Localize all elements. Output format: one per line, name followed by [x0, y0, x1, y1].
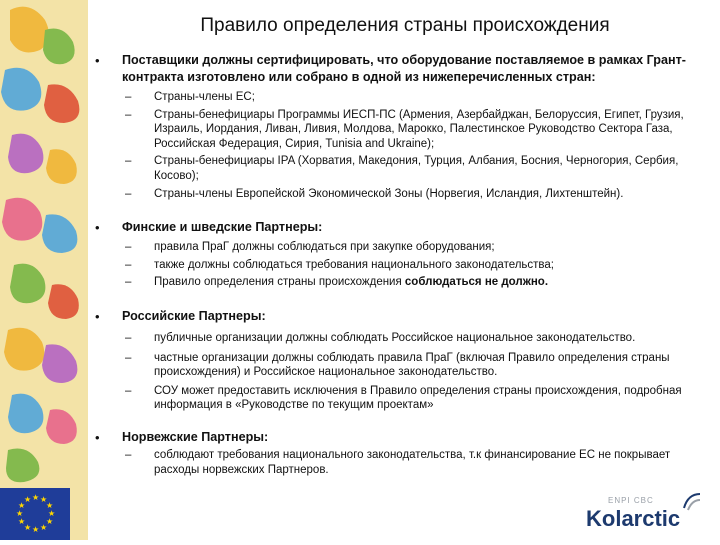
dash-icon: – — [125, 187, 132, 200]
list-item-emphasis: соблюдаться не должно. — [404, 276, 549, 289]
eu-stars-icon — [0, 488, 70, 540]
svg-text:★: ★ — [16, 509, 24, 518]
list-item — [92, 187, 704, 202]
list-item-text: Страны-члены Европейской Экономической Зоны (Норвегия, Исландия, Лихтенштейн). — [154, 187, 624, 200]
section-heading — [92, 308, 704, 325]
bullet-icon: • — [95, 53, 100, 68]
main-content — [92, 52, 704, 477]
list-item-text: соблюдают требования национального законодательства, т.к финансирование ЕС не покрывает расходы норвежских Партнеров. — [154, 448, 671, 476]
sub-list — [92, 90, 704, 201]
sub-list — [92, 331, 704, 413]
svg-text:★: ★ — [18, 517, 26, 526]
svg-text:★: ★ — [32, 493, 40, 502]
list-item — [92, 384, 704, 413]
list-item-text: Страны-члены ЕС; — [154, 91, 255, 103]
eu-flag-icon — [0, 488, 70, 540]
section-heading — [92, 429, 704, 446]
list-item-text: Страны-бенефициары IPA (Хорватия, Македония, Турция, Албания, Босния, Черногория, Сербия, Косово); — [154, 155, 679, 182]
svg-text:★: ★ — [24, 523, 32, 532]
bullet-icon: • — [95, 308, 100, 324]
dash-icon: – — [125, 108, 132, 121]
svg-text:★: ★ — [40, 495, 48, 504]
dash-icon: – — [125, 276, 132, 289]
list-item-text: частные организации должны соблюдать правила ПраГ (включая Правило определения страны происхождения) и Российское национальное законодательство. — [154, 351, 670, 379]
list-item-text: Правило определения страны происхождения — [154, 276, 405, 289]
section-heading-text: Финские и шведские Партнеры: — [122, 220, 323, 235]
list-item — [92, 258, 704, 273]
dash-icon: – — [125, 448, 132, 461]
list-item — [92, 351, 704, 380]
dash-icon: – — [125, 241, 132, 254]
section-heading-text: Российские Партнеры: — [122, 308, 266, 323]
svg-text:★: ★ — [46, 517, 54, 526]
bullet-icon: • — [95, 429, 100, 445]
list-item — [92, 275, 704, 290]
dash-icon: – — [125, 384, 132, 397]
kolarctic-logo — [584, 496, 706, 536]
section-heading — [92, 52, 704, 86]
list-item-text: Страны-бенефициары Программы ИЕСП-ПС (Армения, Азербайджан, Белоруссия, Египет, Грузия, Израиль, Иордания, Ливан, Ливия, Молдова, Марокко, Палестинское Руководство Сектора Газа, Российская Федерация, Сирия, Tunisia and Ukraine); — [154, 108, 684, 150]
list-item — [92, 240, 704, 255]
sub-list — [92, 448, 704, 477]
section-finnish-swedish — [92, 219, 704, 290]
list-item — [92, 154, 704, 183]
svg-text:★: ★ — [18, 501, 26, 510]
section-norwegian — [92, 429, 704, 477]
page-title: Правило определения страны происхождения — [200, 15, 610, 36]
section-heading-text: Норвежские Партнеры: — [122, 429, 269, 444]
svg-text:★: ★ — [24, 495, 32, 504]
section-suppliers — [92, 52, 704, 201]
dash-icon: – — [125, 258, 132, 271]
dash-icon: – — [125, 155, 132, 168]
svg-text:★: ★ — [40, 523, 48, 532]
logo-wordmark: Kolarctic — [586, 506, 681, 531]
list-item-text: СОУ может предоставить исключения в Правило определения страны происхождения, подробная информация в «Руководстве по текущим проектам» — [154, 384, 682, 412]
dash-icon: – — [125, 351, 132, 364]
dash-icon: – — [125, 91, 132, 103]
logo-subtitle: ENPI CBC — [608, 496, 654, 505]
decorative-sidebar — [0, 0, 88, 540]
list-item — [92, 448, 704, 477]
list-item — [92, 331, 704, 346]
sub-list — [92, 240, 704, 290]
list-item — [92, 90, 704, 105]
handprint-figures-illustration — [0, 0, 88, 540]
list-item-text: также должны соблюдаться требования национального законодательства; — [154, 258, 555, 271]
svg-text:★: ★ — [46, 501, 54, 510]
dash-icon: – — [125, 331, 132, 344]
section-russian — [92, 308, 704, 413]
svg-text:★: ★ — [48, 509, 56, 518]
section-heading — [92, 219, 704, 236]
list-item-text: правила ПраГ должны соблюдаться при закупке оборудования; — [154, 241, 495, 254]
list-item-text: публичные организации должны соблюдать Российское национальное законодательство. — [154, 331, 636, 344]
section-heading-text: Поставщики должны сертифицировать, что оборудование поставляемое в рамках Грант-контракта изготовлено или собрано в одной из нижеперечисленных стран: — [122, 53, 686, 84]
bullet-icon: • — [95, 220, 100, 236]
logo-swirl-icon — [680, 490, 704, 514]
svg-text:★: ★ — [32, 525, 40, 534]
list-item — [92, 108, 704, 152]
